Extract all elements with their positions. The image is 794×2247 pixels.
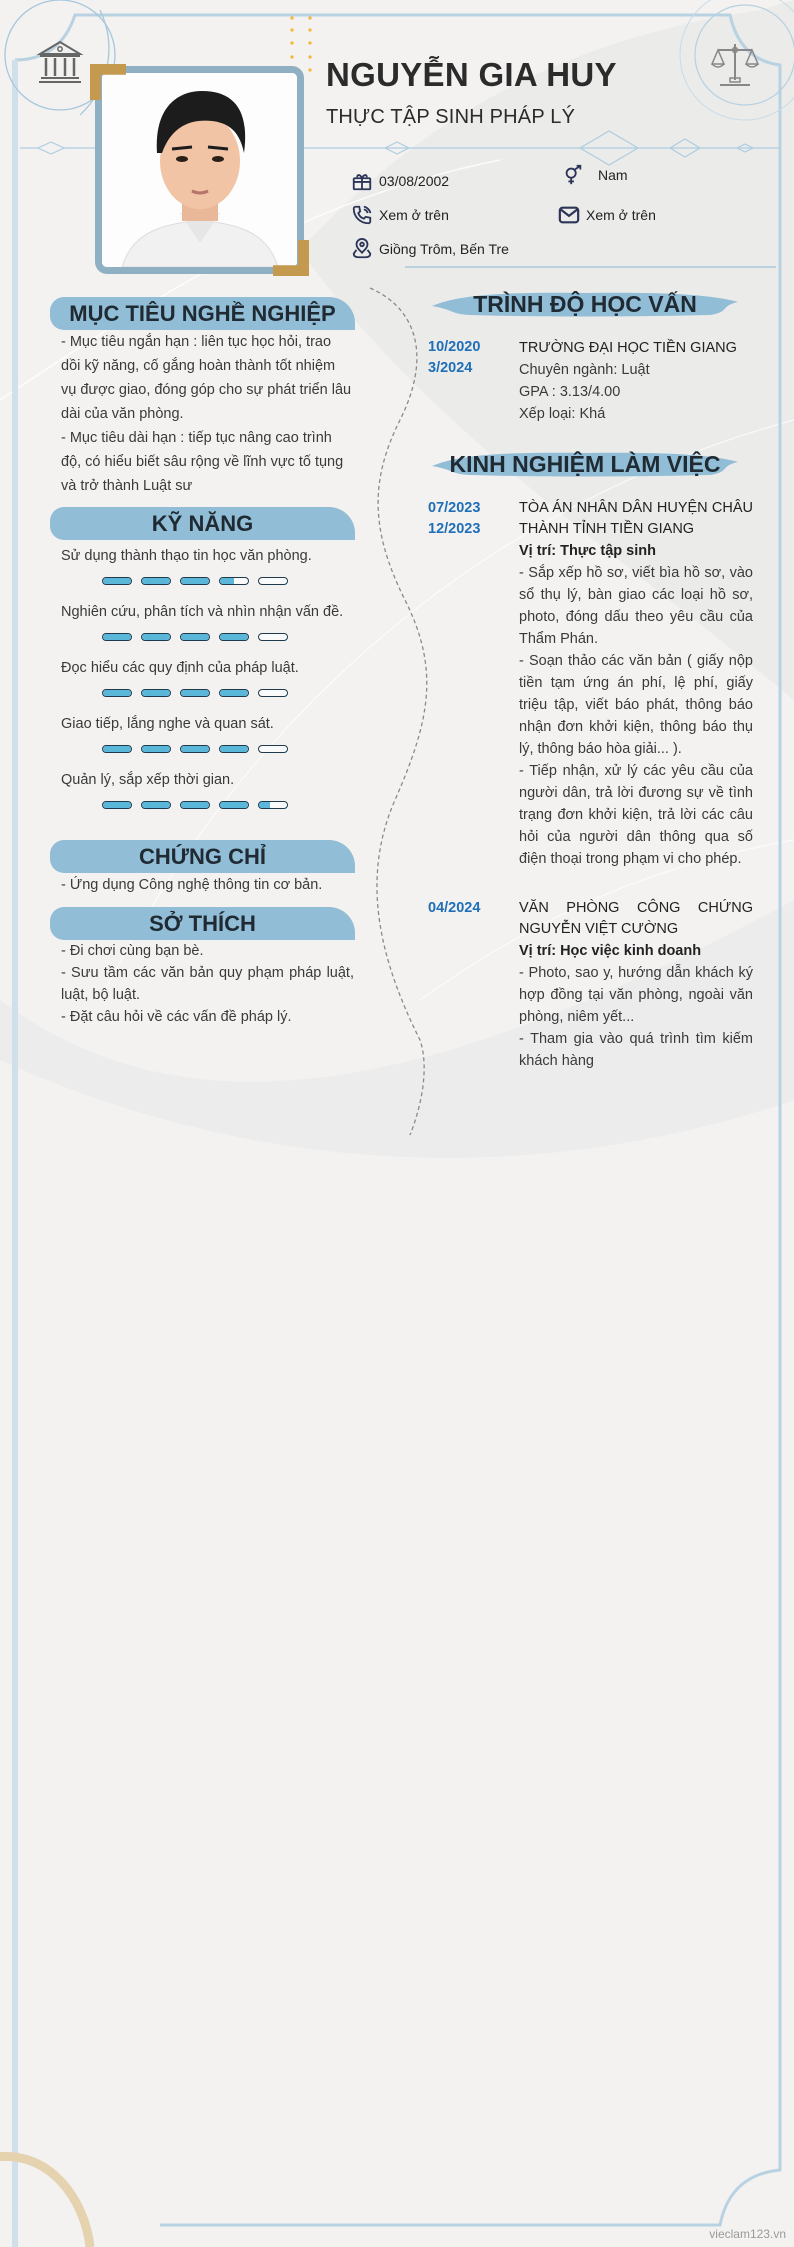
email-value: Xem ở trên	[586, 207, 656, 223]
location-icon	[351, 238, 373, 260]
skill-rating	[102, 745, 288, 753]
skill-label: Quản lý, sắp xếp thời gian.	[61, 772, 235, 788]
gift-icon	[351, 170, 373, 192]
skill-bar-segment	[180, 745, 210, 753]
experience-entry	[519, 898, 753, 1072]
hobby-line: - Đi chơi cùng bạn bè.	[61, 943, 204, 959]
skill-label: Đọc hiểu các quy định của pháp luật.	[61, 660, 299, 676]
skill-bar-segment	[219, 689, 249, 697]
skill-rating	[102, 577, 288, 585]
experience-start: 04/2024	[428, 900, 481, 916]
education-entry	[519, 337, 753, 425]
info-email	[558, 204, 656, 226]
skill-bar-segment	[258, 745, 288, 753]
experience-heading: KINH NGHIỆM LÀM VIỆC	[449, 450, 721, 477]
organization-name: VĂN PHÒNG CÔNG CHỨNG NGUYỄN VIỆT CƯỜNG	[519, 900, 753, 937]
task-line: - Tham gia vào quá trình tìm kiếm khách hàng	[519, 1031, 753, 1069]
skill-bar-segment	[141, 577, 171, 585]
skill-bar-segment	[102, 689, 132, 697]
objective-line: - Mục tiêu dài hạn : tiếp tục nâng cao trình độ, có hiểu biết sâu rộng về lĩnh vực tố tụng và trở thành Luật sư	[61, 430, 344, 494]
skill-bar-segment	[180, 801, 210, 809]
skill-bar-segment	[258, 577, 288, 585]
profile-photo	[102, 73, 297, 267]
hobby-line: - Sưu tầm các văn bản quy phạm pháp luật, luật, bộ luật.	[61, 965, 354, 1003]
experience-start: 07/2023	[428, 500, 481, 516]
objective-heading: MỤC TIÊU NGHỀ NGHIỆP	[69, 300, 336, 326]
certificates-text	[61, 873, 354, 897]
hobbies-heading: SỞ THÍCH	[149, 910, 256, 936]
section-header-skills	[50, 507, 355, 540]
education-rank: Xếp loại: Khá	[519, 406, 606, 422]
position: Vị trí: Thực tập sinh	[519, 543, 656, 559]
education-dates	[428, 337, 480, 379]
skill-bar-segment	[180, 689, 210, 697]
organization-name: TÒA ÁN NHÂN DÂN HUYỆN CHÂU THÀNH TỈNH TIỀN GIANG	[519, 500, 753, 537]
skill-bar-segment	[180, 633, 210, 641]
skill-bar-segment	[102, 633, 132, 641]
skill-label: Giao tiếp, lắng nghe và quan sát.	[61, 716, 274, 732]
profile-photo-container	[95, 66, 304, 274]
info-birthday	[351, 170, 449, 192]
objective-line: - Mục tiêu ngắn hạn : liên tục học hỏi, trao dồi kỹ năng, cố gắng hoàn thành tốt nhiệm vụ được giao, đóng góp cho sự phát triển lâu dài của văn phòng.	[61, 334, 352, 422]
skill-rating	[102, 801, 288, 809]
objective-text	[61, 330, 354, 498]
skill-bar-segment	[258, 801, 288, 809]
skill-bar-segment	[219, 633, 249, 641]
address-value: Giồng Trôm, Bến Tre	[379, 241, 509, 257]
skill-bar-segment	[180, 577, 210, 585]
education-heading: TRÌNH ĐỘ HỌC VẤN	[473, 290, 697, 317]
gender-icon	[562, 164, 584, 186]
education-major: Chuyên ngành: Luật	[519, 362, 650, 378]
skill-label: Nghiên cứu, phân tích và nhìn nhận vấn đề.	[61, 604, 344, 620]
certificates-heading: CHỨNG CHỈ	[138, 843, 267, 869]
experience-dates	[428, 498, 480, 540]
experience-entry	[519, 498, 753, 870]
info-phone	[351, 204, 449, 226]
education-start: 10/2020	[428, 339, 481, 355]
skill-rating	[102, 633, 288, 641]
scales-of-justice-icon	[710, 40, 760, 90]
hobby-line: - Đặt câu hỏi về các vấn đề pháp lý.	[61, 1009, 292, 1025]
profile-photo-frame	[95, 66, 304, 274]
skill-bar-segment	[141, 633, 171, 641]
education-gpa: GPA : 3.13/4.00	[519, 384, 621, 400]
birthday-value: 03/08/2002	[379, 173, 450, 189]
watermark: vieclam123.vn	[709, 2227, 786, 2241]
phone-value: Xem ở trên	[379, 207, 449, 223]
skill-bar-segment	[102, 577, 132, 585]
skill-bar-segment	[258, 633, 288, 641]
info-gender	[562, 164, 628, 186]
candidate-name: NGUYỄN GIA HUY	[326, 56, 617, 93]
skill-label: Sử dụng thành thạo tin học văn phòng.	[61, 548, 312, 564]
position: Vị trí: Học việc kinh doanh	[519, 943, 702, 959]
mail-icon	[558, 204, 580, 226]
section-header-education	[430, 286, 740, 322]
task-line: - Tiếp nhận, xử lý các yêu cầu của người dân, trả lời đương sự về tình trạng đơn khởi kiện, trả lời các câu hỏi của người dân thông qua số điện thoại trong phạm vi cho phép.	[519, 763, 753, 867]
info-address	[351, 238, 509, 260]
gender-value: Nam	[598, 167, 628, 183]
courthouse-icon	[36, 38, 84, 86]
hobbies-text	[61, 940, 354, 1028]
certificate-line: - Ứng dụng Công nghệ thông tin cơ bản.	[61, 877, 323, 893]
section-header-hobbies	[50, 907, 355, 940]
skills-heading: KỸ NĂNG	[151, 510, 254, 536]
skill-bar-segment	[219, 801, 249, 809]
experience-end: 12/2023	[428, 521, 481, 537]
skill-bar-segment	[219, 745, 249, 753]
skill-bar-segment	[219, 577, 249, 585]
experience-dates	[428, 898, 480, 919]
task-line: - Photo, sao y, hướng dẫn khách ký hợp đồng tại văn phòng, ngoài văn phòng, niêm yết...	[519, 965, 753, 1025]
skill-rating	[102, 689, 288, 697]
education-end: 3/2024	[428, 360, 473, 376]
candidate-title: THỰC TẬP SINH PHÁP LÝ	[326, 106, 576, 128]
skill-bar-segment	[141, 745, 171, 753]
school-name: TRƯỜNG ĐẠI HỌC TIỀN GIANG	[519, 340, 737, 356]
section-header-experience	[430, 446, 740, 482]
section-header-objective	[50, 297, 355, 330]
skill-bar-segment	[102, 745, 132, 753]
phone-icon	[351, 204, 373, 226]
section-header-certificates	[50, 840, 355, 873]
skill-bar-segment	[102, 801, 132, 809]
skill-bar-segment	[141, 689, 171, 697]
skill-bar-segment	[258, 689, 288, 697]
task-line: - Soạn thảo các văn bản ( giấy nộp tiền tạm ứng án phí, lệ phí, giấy triệu tập, viết báo phát, thông báo nhận đơn khởi kiện, thông báo thụ lý, thông báo hòa giải... ).	[519, 653, 753, 757]
task-line: - Sắp xếp hồ sơ, viết bìa hồ sơ, vào sổ thụ lý, bàn giao các loại hồ sơ, photo, đóng dấu theo yêu cầu của Thẩm Phán.	[519, 565, 753, 647]
skill-bar-segment	[141, 801, 171, 809]
